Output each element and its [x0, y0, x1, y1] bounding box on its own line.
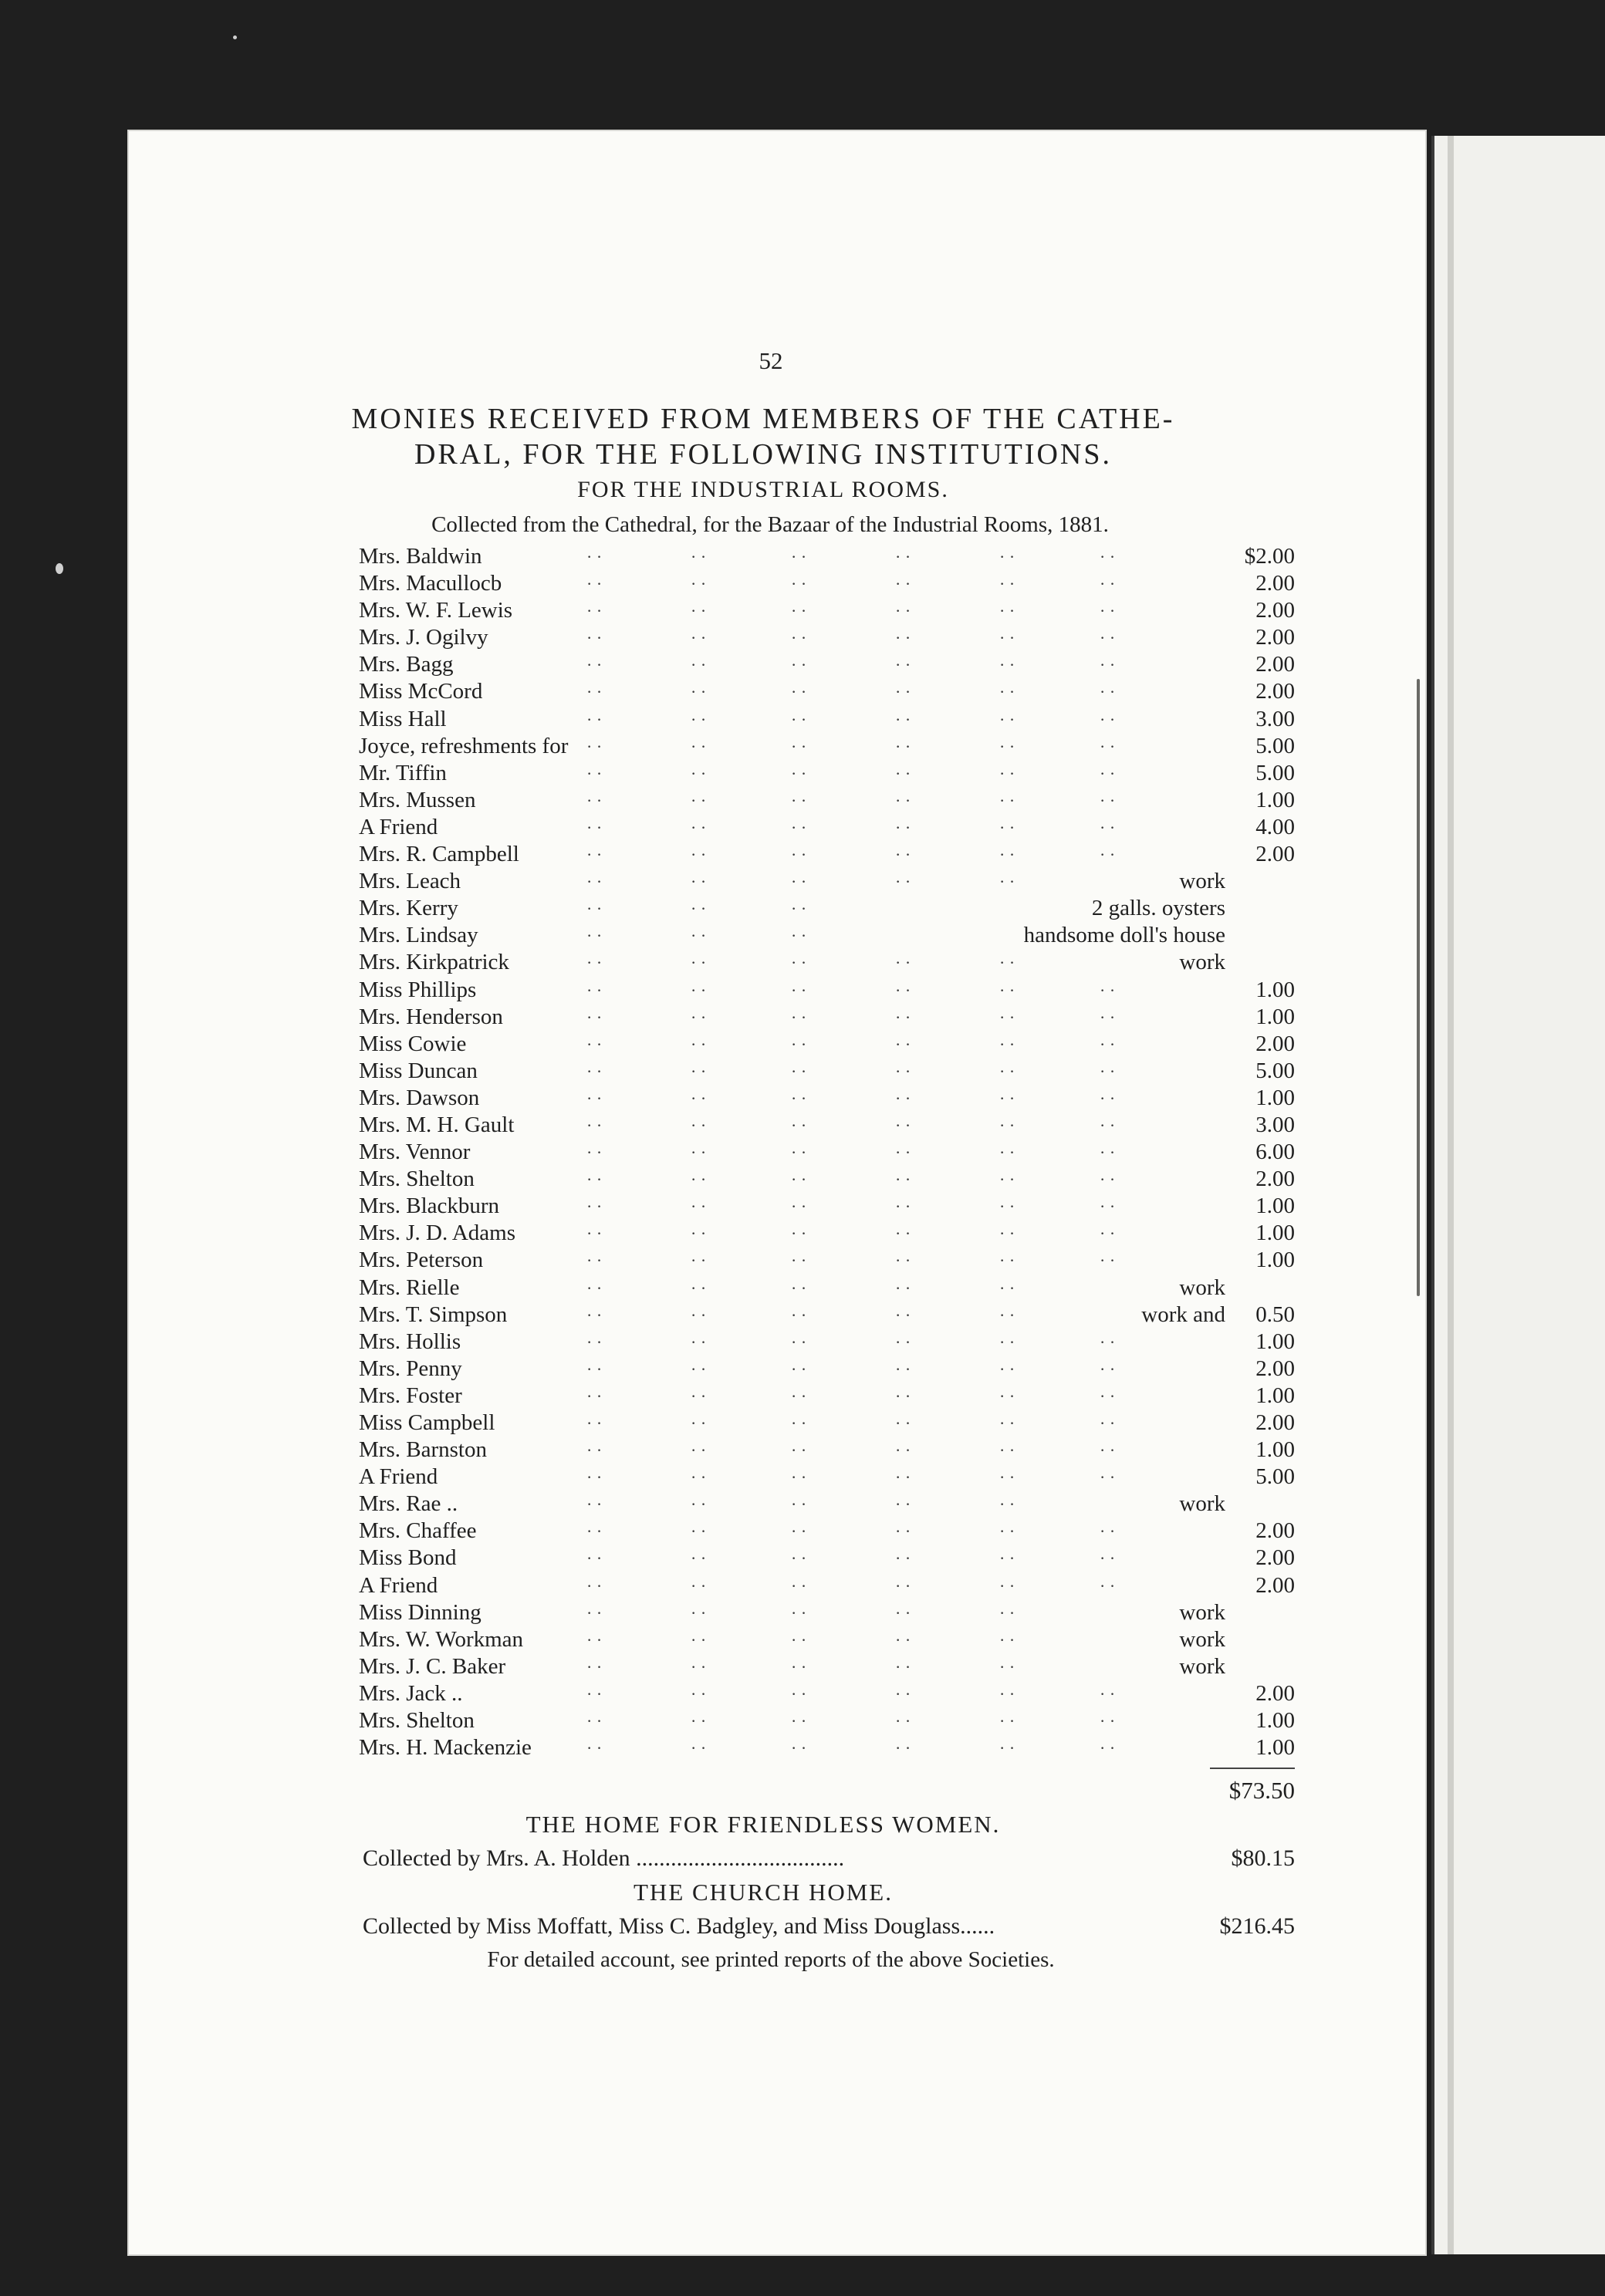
table-row — [231, 624, 1295, 651]
total-amount: $73.50 — [1228, 1777, 1295, 1805]
dot-leader: · · · · · · · · · · · · — [586, 1359, 1116, 1379]
dot-leader: · · · · · · · · · · · · — [586, 763, 1116, 783]
contribution-amount: 1.00 — [1255, 787, 1295, 812]
dot-leader: · · · · · · · · · · — [586, 1278, 1015, 1298]
collection-row-church-home — [231, 1909, 1295, 1943]
table-row — [231, 787, 1295, 814]
title-line-1: MONIES RECEIVED FROM MEMBERS OF THE CATHE- — [351, 403, 1175, 435]
dot-leader: · · · · · · · · · · · · — [586, 628, 1116, 648]
total-rule — [231, 1761, 1295, 1774]
contribution-amount: 2.00 — [1255, 1518, 1295, 1544]
table-row — [231, 1734, 1295, 1761]
facing-page — [1431, 136, 1605, 2254]
dot-leader: · · · · · · · · · · · · — [586, 1575, 1116, 1595]
table-row — [231, 678, 1295, 705]
contributor-name: Miss McCord — [359, 679, 483, 704]
contributor-name: Mrs. W. F. Lewis — [359, 598, 513, 623]
contributor-name: Mrs. Macullocb — [359, 571, 502, 596]
binding-thread — [1417, 679, 1420, 1296]
dot-leader: · · · · · · · · · · — [586, 953, 1015, 973]
contributor-name: Miss Duncan — [359, 1058, 478, 1083]
dot-leader: · · · · · · · · · · · · — [586, 1467, 1116, 1487]
contributor-name: Miss Hall — [359, 706, 447, 731]
contribution-note: work — [1179, 1599, 1225, 1625]
contribution-amount: 2.00 — [1255, 679, 1295, 704]
contributor-name: Mrs. Penny — [359, 1356, 462, 1381]
contribution-amount: 2.00 — [1255, 1410, 1295, 1435]
contribution-amount: 5.00 — [1255, 1464, 1295, 1490]
dot-leader: · · · · · · · · · · · · — [586, 1197, 1116, 1217]
dust-speck — [233, 35, 237, 39]
dot-leader: · · · · · · · · · · · · — [586, 845, 1116, 865]
contributor-name: Mrs. Hollis — [359, 1329, 461, 1354]
dot-leader: · · · · · · · · · · · · — [586, 736, 1116, 756]
contributor-name: Mrs. Henderson — [359, 1004, 503, 1029]
contribution-amount: 2.00 — [1255, 1545, 1295, 1571]
contributor-name: Mrs. M. H. Gault — [359, 1112, 515, 1137]
contribution-note: work — [1179, 1626, 1225, 1652]
table-row — [231, 1410, 1295, 1437]
dot-leader: · · · · · · · · · · — [586, 1305, 1015, 1325]
contribution-amount: 6.00 — [1255, 1140, 1295, 1165]
dot-leader: · · · · · · · · · · — [586, 872, 1015, 892]
contribution-note: work and — [1141, 1302, 1225, 1327]
table-row — [231, 1275, 1295, 1302]
contributor-name: Mrs. J. D. Adams — [359, 1221, 516, 1246]
facing-page-edge — [1448, 136, 1454, 2254]
page-content — [231, 347, 1295, 1976]
table-row — [231, 895, 1295, 922]
contribution-amount: 1.00 — [1255, 1437, 1295, 1463]
dot-leader: · · · · · · · · · · · · — [586, 547, 1116, 566]
contribution-amount: 4.00 — [1255, 814, 1295, 839]
contributor-name: Mrs. Shelton — [359, 1167, 475, 1192]
dot-leader: · · · · · · — [586, 926, 807, 946]
collection-amount: $216.45 — [1219, 1913, 1295, 1940]
dot-leader: · · · · · · · · · · · · — [586, 817, 1116, 837]
table-row — [231, 1437, 1295, 1464]
dot-leader: · · · · · · · · · · · · — [586, 1332, 1116, 1352]
table-row — [231, 543, 1295, 570]
contributor-name: Miss Phillips — [359, 977, 477, 1002]
table-row — [231, 1031, 1295, 1058]
table-row — [231, 1112, 1295, 1139]
contribution-amount: 2.00 — [1255, 1680, 1295, 1706]
dot-leader: · · · · · · · · · · · · — [586, 601, 1116, 621]
contributor-name: Mrs. Vennor — [359, 1140, 471, 1165]
table-row — [231, 1464, 1295, 1491]
footnote: For detailed account, see printed reports of the above Societies. — [487, 1947, 1055, 1973]
table-row — [231, 733, 1295, 760]
table-row — [231, 1193, 1295, 1220]
contribution-amount: 2.00 — [1255, 625, 1295, 650]
contribution-list — [231, 543, 1295, 1761]
dot-leader: · · · · · · · · · · · · — [586, 790, 1116, 810]
contributor-name: Mrs. W. Workman — [359, 1626, 524, 1652]
contributor-name: Mrs. R. Campbell — [359, 842, 519, 867]
dot-leader: · · · · · · · · · · — [586, 1494, 1015, 1514]
contributor-name: Miss Dinning — [359, 1599, 482, 1625]
table-row — [231, 1383, 1295, 1410]
table-row — [231, 1166, 1295, 1193]
section-intro: Collected from the Cathedral, for the Bazaar of the Industrial Rooms, 1881. — [431, 512, 1109, 537]
contribution-amount: 2.00 — [1255, 1031, 1295, 1056]
dot-leader: · · · · · · · · · · · · — [586, 574, 1116, 594]
collection-label: Collected by Miss Moffatt, Miss C. Badgley, and Miss Douglass...... — [363, 1913, 995, 1940]
contribution-amount: 1.00 — [1255, 1708, 1295, 1734]
contributor-name: Mrs. Jack .. — [359, 1680, 463, 1706]
table-row — [231, 868, 1295, 895]
contributor-name: Mrs. Foster — [359, 1383, 462, 1408]
dot-leader: · · · · · · · · · · — [586, 1629, 1015, 1649]
dot-leader: · · · · · · — [586, 899, 807, 919]
table-row — [231, 1247, 1295, 1274]
contributor-name: Mrs. T. Simpson — [359, 1302, 508, 1327]
contribution-amount: 3.00 — [1255, 1112, 1295, 1137]
contribution-amount: 1.00 — [1255, 1004, 1295, 1029]
table-row — [231, 1626, 1295, 1653]
contribution-amount: 2.00 — [1255, 1167, 1295, 1192]
table-row — [231, 1139, 1295, 1166]
contributor-name: Mr. Tiffin — [359, 760, 447, 785]
contributor-name: Miss Cowie — [359, 1031, 467, 1056]
contribution-amount: 2.00 — [1255, 598, 1295, 623]
contributor-name: Mrs. Barnston — [359, 1437, 487, 1463]
contributor-name: Miss Campbell — [359, 1410, 495, 1435]
dot-leader: · · · · · · · · · · · · — [586, 1413, 1116, 1433]
table-row — [231, 1572, 1295, 1599]
contribution-amount: 1.00 — [1255, 1248, 1295, 1273]
contribution-amount: 5.00 — [1255, 1058, 1295, 1083]
table-row — [231, 1599, 1295, 1626]
contributor-name: Mrs. Rielle — [359, 1275, 460, 1300]
contributor-name: A Friend — [359, 814, 438, 839]
dot-leader: · · · · · · · · · · · · — [586, 1224, 1116, 1244]
dot-leader: · · · · · · · · · · · · — [586, 1711, 1116, 1731]
table-row — [231, 1004, 1295, 1031]
dot-leader: · · · · · · · · · · · · — [586, 1251, 1116, 1271]
dot-leader: · · · · · · · · · · · · — [586, 709, 1116, 729]
contribution-amount: 2.00 — [1255, 1356, 1295, 1381]
contribution-amount: 1.00 — [1255, 1329, 1295, 1354]
contribution-amount: 5.00 — [1255, 733, 1295, 758]
table-row — [231, 1329, 1295, 1356]
table-row — [231, 1491, 1295, 1518]
dot-leader: · · · · · · · · · · · · — [586, 1061, 1116, 1081]
table-row — [231, 760, 1295, 787]
table-row — [231, 1220, 1295, 1247]
dot-leader: · · · · · · · · · · · · — [586, 655, 1116, 675]
dot-leader: · · · · · · · · · · · · — [586, 1007, 1116, 1027]
contributor-name: Mrs. Dawson — [359, 1085, 480, 1110]
dot-leader: · · · · · · · · · · — [586, 1602, 1015, 1622]
contributor-name: Mrs. Lindsay — [359, 923, 478, 948]
contributor-name: Mrs. Kirkpatrick — [359, 950, 509, 975]
contributor-name: Mrs. Leach — [359, 869, 461, 894]
contribution-note: work — [1179, 1275, 1225, 1300]
contribution-amount: 2.00 — [1255, 652, 1295, 677]
contributor-name: Mrs. Chaffee — [359, 1518, 477, 1544]
table-row — [231, 1356, 1295, 1383]
collection-label: Collected by Mrs. A. Holden .................................... — [363, 1845, 845, 1872]
dot-leader: · · · · · · · · · · · · — [586, 1088, 1116, 1108]
table-row — [231, 841, 1295, 868]
total-row — [231, 1774, 1295, 1808]
contribution-amount: 1.00 — [1255, 1085, 1295, 1110]
collection-row-friendless-women — [231, 1842, 1295, 1876]
table-row — [231, 597, 1295, 624]
table-row — [231, 1085, 1295, 1112]
contributor-name: Mrs. Mussen — [359, 787, 476, 812]
contribution-note: 2 galls. oysters — [1091, 896, 1225, 921]
contributor-name: Mrs. Blackburn — [359, 1194, 500, 1219]
contribution-amount: 2.00 — [1255, 1572, 1295, 1598]
contribution-amount: 1.00 — [1255, 1735, 1295, 1761]
table-row — [231, 1058, 1295, 1085]
table-row — [231, 1518, 1295, 1545]
contribution-note: work — [1179, 869, 1225, 894]
table-row — [231, 977, 1295, 1004]
contribution-amount: 1.00 — [1255, 977, 1295, 1002]
contributor-name: Mrs. Rae .. — [359, 1491, 458, 1517]
dot-leader: · · · · · · · · · · · · — [586, 1548, 1116, 1568]
dot-leader: · · · · · · · · · · · · — [586, 1115, 1116, 1135]
contributor-name: Mrs. Shelton — [359, 1708, 475, 1734]
table-row — [231, 1545, 1295, 1572]
contribution-amount: $2.00 — [1244, 544, 1295, 569]
contribution-amount: 5.00 — [1255, 760, 1295, 785]
title-line-2: DRAL, FOR THE FOLLOWING INSTITUTIONS. — [414, 438, 1113, 471]
section-heading-friendless-women: THE HOME FOR FRIENDLESS WOMEN. — [525, 1811, 1001, 1838]
dot-leader: · · · · · · · · · · · · — [586, 980, 1116, 1000]
table-row — [231, 651, 1295, 678]
contributor-name: A Friend — [359, 1464, 438, 1490]
collection-amount: $80.15 — [1231, 1845, 1295, 1872]
section-heading-church-home: THE CHURCH HOME. — [634, 1879, 893, 1906]
table-row — [231, 1302, 1295, 1329]
contributor-name: Mrs. Bagg — [359, 652, 454, 677]
contribution-amount: 2.00 — [1255, 571, 1295, 596]
contribution-amount: 2.00 — [1255, 842, 1295, 867]
contribution-amount: 0.50 — [1255, 1302, 1295, 1327]
dot-leader: · · · · · · · · · · · · — [586, 1440, 1116, 1460]
contribution-note: handsome doll's house — [1023, 923, 1225, 948]
dot-leader: · · · · · · · · · · · · — [586, 1738, 1116, 1758]
contributor-name: Mrs. Baldwin — [359, 544, 482, 569]
table-row — [231, 706, 1295, 733]
contributor-name: Joyce, refreshments for — [359, 733, 569, 758]
dot-leader: · · · · · · · · · · · · — [586, 1170, 1116, 1190]
contribution-note: work — [1179, 950, 1225, 975]
contributor-name: Mrs. J. Ogilvy — [359, 625, 488, 650]
contribution-note: work — [1179, 1653, 1225, 1679]
contribution-note: work — [1179, 1491, 1225, 1517]
page-title — [231, 401, 1295, 472]
dust-speck — [56, 563, 63, 574]
table-row — [231, 814, 1295, 841]
contributor-name: Mrs. H. Mackenzie — [359, 1735, 532, 1761]
contributor-name: A Friend — [359, 1572, 438, 1598]
dot-leader: · · · · · · · · · · · · — [586, 1143, 1116, 1163]
contributor-name: Mrs. Peterson — [359, 1248, 484, 1273]
dot-leader: · · · · · · · · · · · · — [586, 1034, 1116, 1054]
dot-leader: · · · · · · · · · · · · — [586, 1683, 1116, 1703]
table-row — [231, 570, 1295, 597]
dot-leader: · · · · · · · · · · · · — [586, 1386, 1116, 1406]
table-row — [231, 1653, 1295, 1680]
table-row — [231, 1680, 1295, 1707]
section-heading-industrial-rooms: FOR THE INDUSTRIAL ROOMS. — [577, 477, 949, 502]
table-row — [231, 949, 1295, 976]
contribution-amount: 3.00 — [1255, 706, 1295, 731]
contribution-amount: 1.00 — [1255, 1221, 1295, 1246]
contribution-amount: 1.00 — [1255, 1383, 1295, 1408]
table-row — [231, 922, 1295, 949]
table-row — [231, 1707, 1295, 1734]
contribution-amount: 1.00 — [1255, 1194, 1295, 1219]
contributor-name: Mrs. J. C. Baker — [359, 1653, 506, 1679]
dot-leader: · · · · · · · · · · · · — [586, 682, 1116, 702]
dot-leader: · · · · · · · · · · · · — [586, 1521, 1116, 1541]
contributor-name: Mrs. Kerry — [359, 896, 458, 921]
dot-leader: · · · · · · · · · · — [586, 1656, 1015, 1676]
page-number: 52 — [759, 347, 783, 374]
contributor-name: Miss Bond — [359, 1545, 457, 1571]
